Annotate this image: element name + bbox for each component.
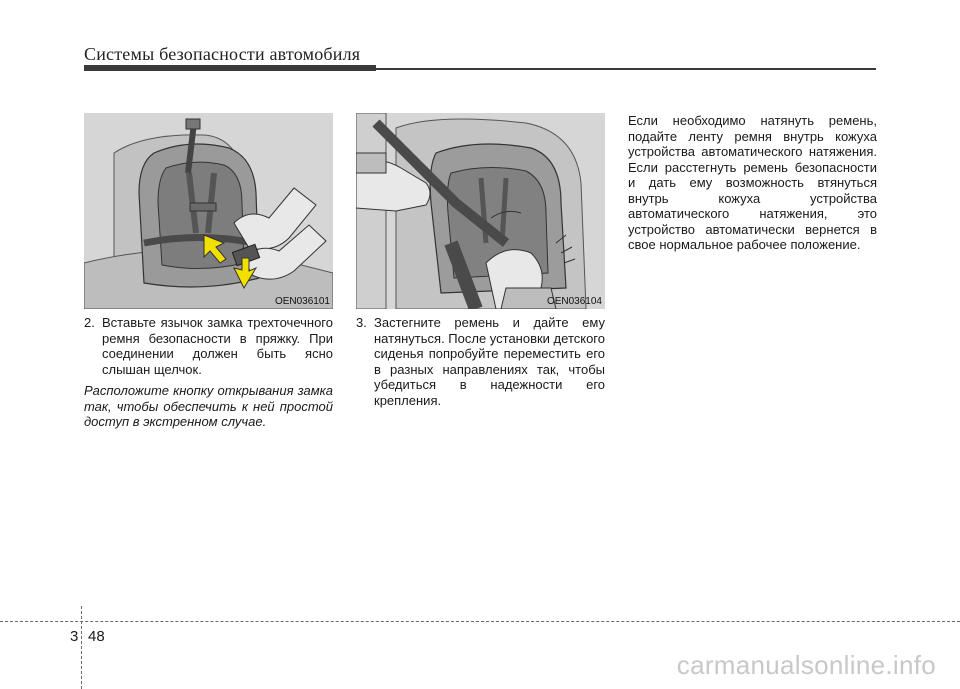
child-seat-buckle-illustration xyxy=(84,113,333,309)
watermark-text: carmanualsonline.info xyxy=(676,650,936,680)
figure-buckle-insert xyxy=(84,113,333,309)
step-number: 2. xyxy=(84,315,95,330)
step-number: 3. xyxy=(356,315,367,330)
step-text: Вставьте язычок замка трехточечного ремня безопасности в пряжку. При соединении должен быть ясно слышан щелчок. xyxy=(102,315,333,377)
header-rule-thin xyxy=(376,68,876,70)
figure-label: OEN036104 xyxy=(546,296,602,307)
step-2 xyxy=(84,315,333,377)
figure-label: OEN036101 xyxy=(274,296,330,307)
column-3 xyxy=(628,113,877,253)
footer-rule-horizontal xyxy=(0,621,960,622)
footer-rule-vertical xyxy=(81,606,82,689)
step-text: Застегните ремень и дайте ему натянуться. После установки детского сиденья попробуйте переместить его в разных направлениях так, чтобы убедиться в надежности его крепления. xyxy=(374,315,605,408)
page-header-title: Системы безопасности автомобиля xyxy=(84,44,361,64)
figure-belt-tighten xyxy=(356,113,605,309)
note-text: Расположите кнопку открывания замка так, чтобы обеспечить к ней простой доступ в экстренном случае. xyxy=(84,383,333,429)
page-number: 48 xyxy=(88,628,105,645)
step-3 xyxy=(356,315,605,408)
header-rule-thick xyxy=(84,65,376,71)
column-1 xyxy=(84,315,333,430)
section-number: 3 xyxy=(70,628,79,645)
column-2 xyxy=(356,315,605,408)
belt-tightening-illustration xyxy=(356,113,605,309)
paragraph-text: Если необходимо натянуть ремень, подайте ленту ремня внутрь кожуха устройства автоматического натяжения. Если расстегнуть ремень безопасности и дать ему возможность втянуться внутрь кожуха устройства автоматического натяжения, это устройство автоматически вернется в свое нормальное рабочее положение. xyxy=(628,113,877,252)
